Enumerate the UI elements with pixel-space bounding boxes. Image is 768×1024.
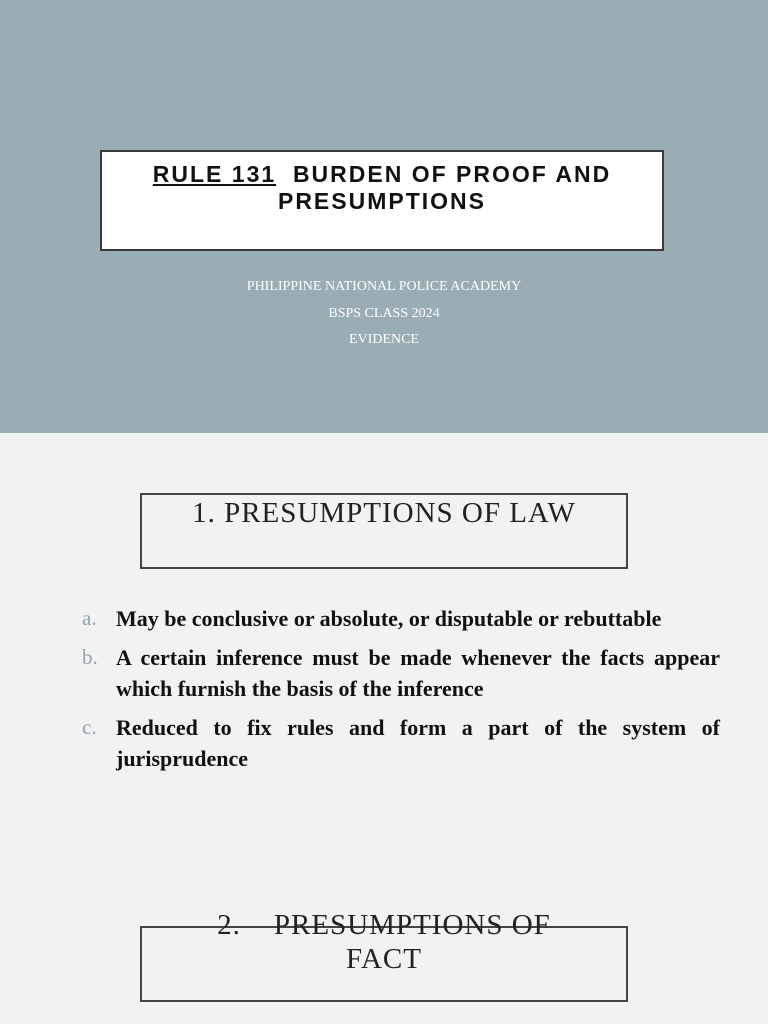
list-item-text: A certain inference must be made whenever the facts appear which furnish the basis of the inference [116, 645, 720, 701]
title-slide [0, 0, 768, 433]
list-item-text: Reduced to fix rules and form a part of the system of jurisprudence [116, 715, 720, 771]
list-item [82, 712, 720, 774]
list-marker: a. [82, 606, 97, 630]
presumptions-list [82, 603, 720, 782]
subtitle-academy: PHILIPPINE NATIONAL POLICE ACADEMY [246, 279, 522, 294]
list-marker: b. [82, 645, 98, 669]
section-heading-presumptions-of-law: 1. PRESUMPTIONS OF LAW [140, 493, 628, 569]
list-marker: c. [82, 715, 97, 739]
list-item [82, 603, 720, 634]
heading-line-2: FACT [346, 943, 422, 975]
title-box [100, 150, 664, 251]
list-item [82, 642, 720, 704]
subtitle-subject: EVIDENCE [349, 332, 419, 347]
title-rule-number: RULE 131 [152, 161, 277, 187]
title-rest: BURDEN OF PROOF AND PRESUMPTIONS [277, 161, 612, 214]
heading-line-1: 2. PRESUMPTIONS OF [217, 909, 551, 941]
section-heading-presumptions-of-fact [140, 908, 628, 976]
list-item-text: May be conclusive or absolute, or disputable or rebuttable [116, 606, 662, 631]
subtitle-class: BSPS CLASS 2024 [328, 306, 440, 321]
